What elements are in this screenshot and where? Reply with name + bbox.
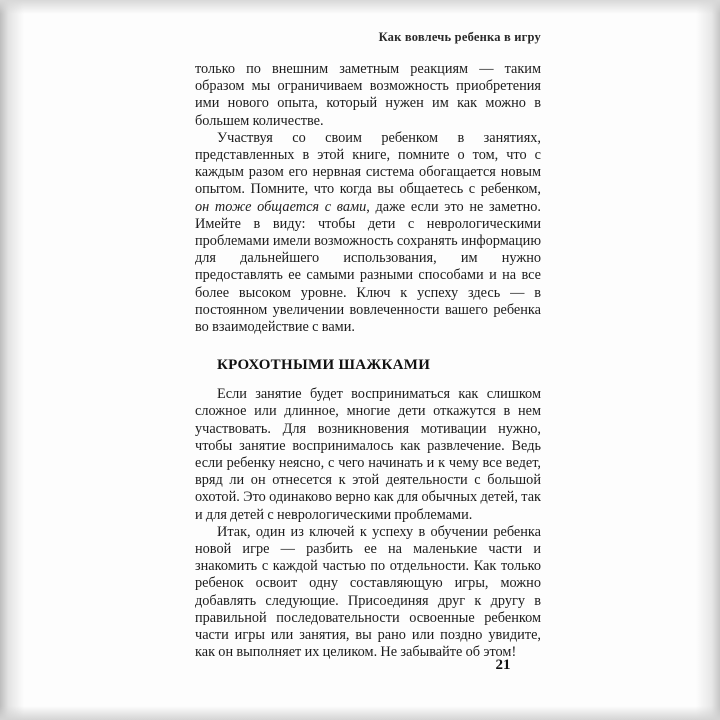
section-heading: КРОХОТНЫМИ ШАЖКАМИ: [217, 357, 431, 374]
text-column: [195, 30, 541, 662]
paragraph-2-text: Участвуя со своим ребенком в занятиях, представленных в этой книге, помните о том, что с каждым разом его нервная система обогащается новым опытом. Помните, что когда вы общаетесь с ребенком,: [195, 129, 541, 198]
paragraph-3: Если занятие будет восприниматься как слишком сложное или длинное, многие дети откажутся в нем участвовать. Для возникновения мотивации нужно, чтобы занятие воспринималось как развлечение. Ведь если ребенку неясно, с чего начинать и к чему все ведет, вряд ли он отнесется к этой деятельности с большой охотой. Это одинаково верно как для обычных детей, так и для детей с неврологическими проблемами.: [195, 386, 541, 523]
page-right-shadow: [696, 0, 720, 720]
page-bottom-shadow: [0, 706, 720, 720]
paragraph-2: [195, 130, 541, 336]
paragraph-continuation: только по внешним заметным реакциям — таким образом мы ограничиваем возможность приобретения ими нового опыта, который нужен им как можно в большем количестве.: [195, 61, 541, 129]
page-left-shadow: [0, 0, 24, 720]
page-top-shadow: [0, 0, 720, 14]
paragraph-4: Итак, один из ключей к успеху в обучении ребенка новой игре — разбить ее на маленькие части и знакомить с каждой частью по отдельности. Как только ребенок освоит одну составляющую игры, можно добавлять следующие. Присоединяя друг к другу в правильной последовательности освоенные ребенком части игры или занятия, вы рано или поздно увидите, как он выполняет их целиком. Не забывайте об этом!: [195, 523, 541, 661]
paragraph-2-italic-phrase: он тоже общается с вами: [195, 198, 367, 215]
page-number: 21: [495, 657, 511, 673]
paragraph-2-text-after: , даже если это не заметно. Имейте в виду: чтобы дети с неврологическими проблемами имели возможность сохранять информацию для дальнейшего использования, им нужно предоставлять ее самыми разными способами и на все более высоком уровне. Ключ к успеху здесь — в постоянном увеличении вовлеченности вашего ребенка во взаимодействие с вами.: [195, 198, 541, 336]
running-header: Как вовлечь ребенка в игру: [378, 30, 541, 44]
